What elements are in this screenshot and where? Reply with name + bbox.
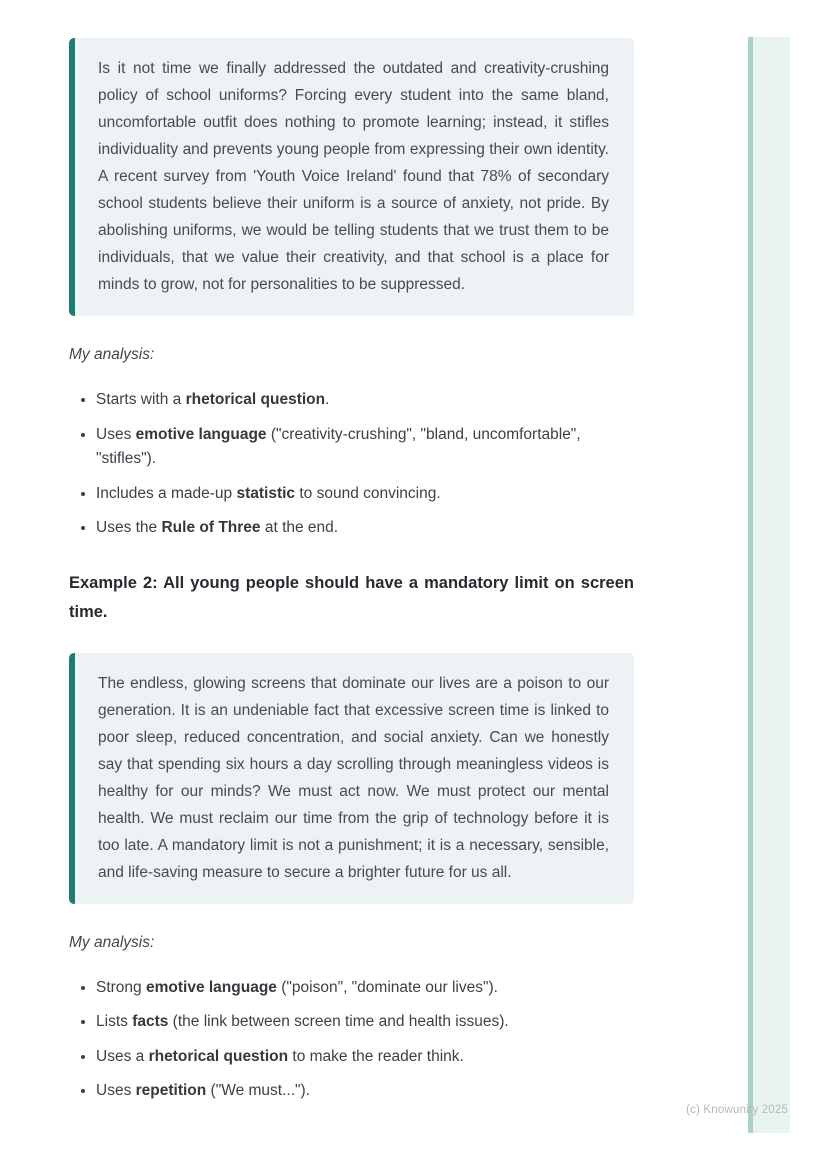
watermark: (c) Knowunity 2025 [686,1104,789,1116]
example2-analysis-list [69,975,634,1104]
analysis-item: • Uses the Rule of Three at the end. [96,515,634,541]
analysis-item: • Strong emotive language ("poison", "dominate our lives"). [96,975,634,1001]
example1-analysis-label: My analysis: [69,346,155,363]
page-edge-decoration [748,37,790,1133]
analysis-item: • Uses emotive language ("creativity-crushing", "bland, uncomfortable", "stifles"). [96,422,634,472]
example2-quote-box: The endless, glowing screens that dominate our lives are a poison to our generation. It is an undeniable fact that excessive screen time is linked to poor sleep, reduced concentration, and social anxiety. Can we honestly say that spending six hours a day scrolling through meaningless videos is healthy for our minds? We must act now. We must protect our mental health. We must reclaim our time from the grip of technology before it is too late. A mandatory limit is not a punishment; it is a necessary, sensible, and life-saving measure to secure a brighter future for us all. [69,653,634,904]
analysis-item: • Uses a rhetorical question to make the reader think. [96,1044,634,1070]
document-page [69,0,634,1113]
analysis-item: • Uses repetition ("We must..."). [96,1078,634,1104]
example1-analysis-list [69,387,634,541]
analysis-item: • Starts with a rhetorical question. [96,387,634,413]
example1-quote-box: Is it not time we finally addressed the outdated and creativity-crushing policy of school uniforms? Forcing every student into the same bland, uncomfortable outfit does nothing to promote learning; instead, it stifles individuality and prevents young people from expressing their own identity. A recent survey from 'Youth Voice Ireland' found that 78% of secondary school students believe their uniform is a source of anxiety, not pride. By abolishing uniforms, we would be telling students that we trust them to be individuals, that we value their creativity, and that school is a place for minds to grow, not for personalities to be suppressed. [69,38,634,316]
analysis-item: • Includes a made-up statistic to sound convincing. [96,481,634,507]
example2-heading: Example 2: All young people should have a mandatory limit on screen time. [69,573,634,621]
example2-analysis-label: My analysis: [69,933,155,951]
analysis-item: • Lists facts (the link between screen time and health issues). [96,1009,634,1035]
